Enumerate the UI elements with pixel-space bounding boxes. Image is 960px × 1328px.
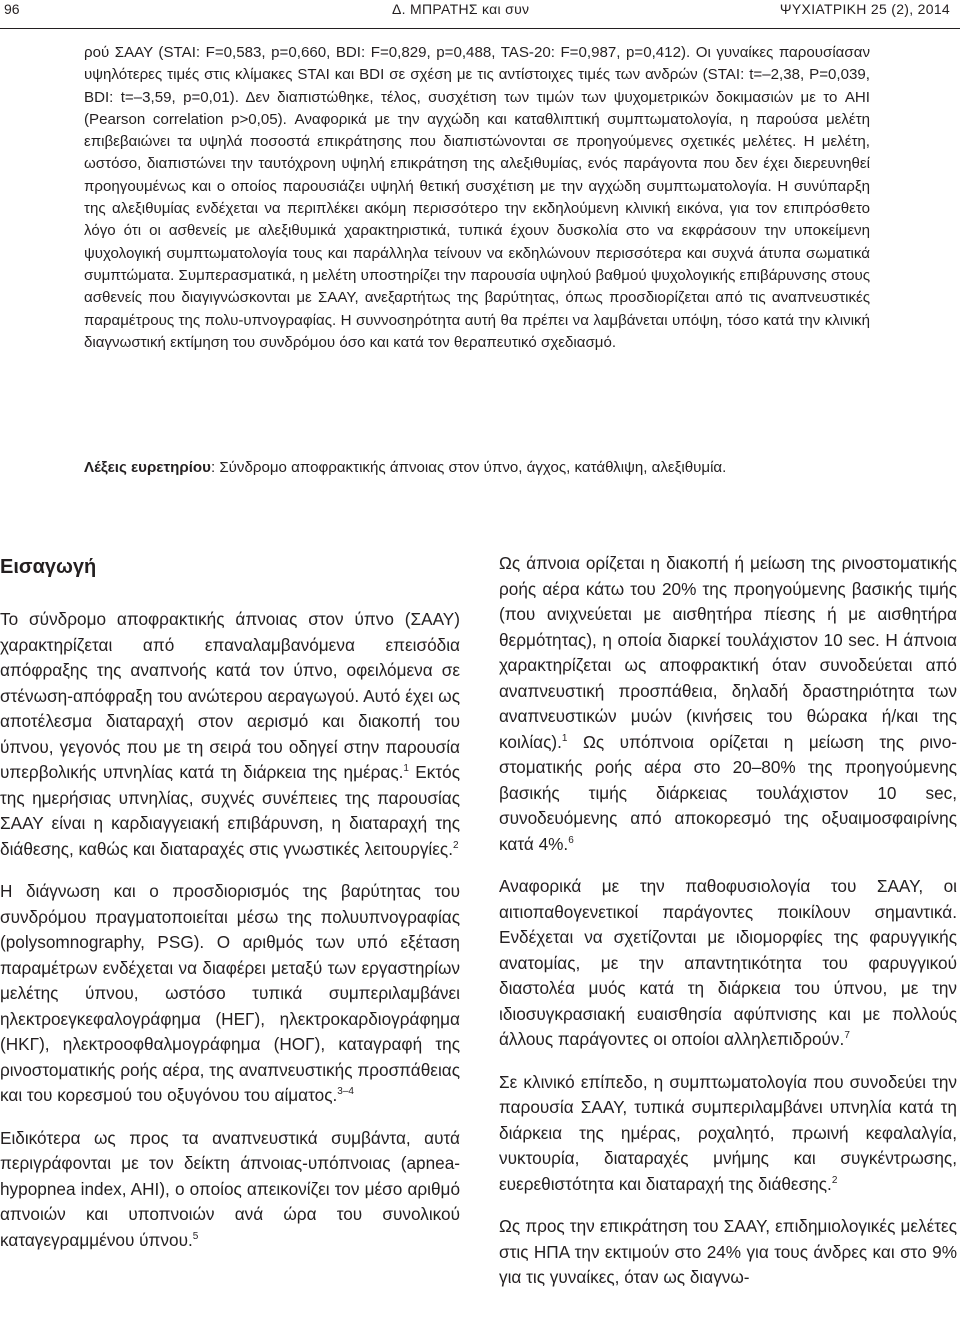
keywords-text: : Σύνδρομο αποφρακτικής άπνοιας στον ύπνο, άγχος, κατάθλιψη, αλεξιθυμία.: [210, 459, 727, 476]
paragraph-text: Αναφορικά με την παθοφυσιολογία του ΣΑΑΥ, οι αιτιοπαθογενετικοί παράγοντες ποικίλουν σημαντικά. Ενδέχεται να σχετίζονται με ιδιομορφίες της φαρυγγικής ανατομίας, με την απαντητικότητα του φαρυγγικού διαστολέα μυός κατά τη διάρκεια του ύπνου, με την ιδιοσυγκρασιακή ευαισθησία αφύπνισης και με πολλούς άλλους παράγοντες οι οποίοι αλληλεπιδρούν.: [499, 876, 957, 1049]
paragraph-text: Το σύνδρομο αποφρακτικής άπνοιας στον ύπνο (ΣΑΑΥ) χαρακτηρίζεται από επαναλαμβανόμενα επεισόδια απόφραξης της αναπνοής κατά τον ύπνο, οφειλόμενα σε στένωση-απόφραξη του ανώτερου αεραγωγού. Αυτό έχει ως αποτέλεσμα διαταραχή στον αερισμό και διακοπή του ύπνου, γεγονός που με τη σειρά του οδηγεί στην παρουσία υπερβολικής υπνηλίας κατά τη διάρκεια της ημέρας.: [0, 609, 460, 782]
reference-marker: 5: [192, 1230, 199, 1242]
paragraph: [0, 1126, 460, 1254]
abstract-text: ρού ΣΑΑΥ (STAI: F=0,583, p=0,660, BDI: F=0,829, p=0,488, TAS-20: F=0,987, p=0,412). Οι γυναίκες παρουσίασαν υψηλότερες τιμές στις κλίμακες STAI και BDI σε σχέση με τις αντίστοιχες τιμές των ανδρών (STAI: t=–2,38, P=0,039, BDI: t=–3,59, p=0,01). Δεν διαπιστώθηκε, τέλος, συσχέτιση των τιμών των ψυχομετρικών δοκιμασιών με το AHI (Pearson correlation p>0,05). Αναφορικά με την αγχώδη και καταθλιπτική συμπτωματολογία, η παρούσα μελέτη επιβεβαιώνει τα υψηλά ποσοστά επικράτησης που διαπιστώνονται σε προηγούμενες σχετικές μελέτες. Η μελέτη, ωστόσο, διαπιστώνει την ταυτόχρονη υψηλή επικράτηση της αλεξιθυμίας, ενός παράγοντα που δεν έχει διερευνηθεί προηγουμένως και ο οποίος παρουσιάζει υψηλή θετική συσχέτιση με την αγχώδη συμπτωματολογία. Η συνύπαρξη της αλεξιθυμίας ενδέχεται να περιπλέκει ακόμη περισσότερο την εκδηλούμενη κλινική εικόνα, για τον επιπρόσθετο λόγο ότι οι ασθενείς με αλεξιθυμικά χαρακτηριστικά, τυπικά έχουν δυσκολία στο να εκφράσουν την υποκείμενη ψυχολογική συμπτωματολογία τους και παράλληλα τείνουν να εκδηλώνουν περισσότερα και συχνά άτυπα σωματικά συμπτώματα. Συμπερασματικά, η μελέτη υποστηρίζει την παρουσία υψηλού βαθμού ψυχολογικής επιβάρυνσης στους ασθενείς που διαγιγνώσκονται με ΣΑΑΥ, ανεξαρτήτως της βαρύτητας, όπως προσδιορίζεται από τις αναπνευστικές παραμέτρους της πολυ-υπνογραφίας. Η συννοσηρότητα αυτή θα πρέπει να λαμβάνεται υπόψη, τόσο κατά την κλινική διαγνωστική εκτίμηση του συνδρόμου όσο και κατά τον θεραπευτικό σχεδιασμό.: [84, 44, 870, 351]
paragraph-text: Ως προς την επικράτηση του ΣΑΑΥ, επιδημιολογικές μελέτες στις ΗΠΑ την εκτιμούν στο 24% για τους άνδρες και στο 9% για τις γυναίκες, όταν ως διαγνω-: [499, 1216, 957, 1287]
paragraph: [499, 874, 957, 1053]
abstract-block: [84, 42, 870, 354]
reference-marker: 1: [403, 763, 409, 774]
section-title-introduction: Εισαγωγή: [0, 556, 97, 578]
paragraph-text: Ως άπνοια ορίζεται η διακοπή ή μείωση της ρινοστοματικής ροής αέρα κάτω του 20% της προηγούμενης βασικής τιμής (που ανιχνεύεται με αισθητήρα πίεσης ή με αισθητήρα θερμότητας), η οποία διαρκεί τουλάχιστον 10 sec. Η άπνοια χαρακτηρίζεται ως αποφρακτική όταν συνοδεύεται από αναπνευστική προσπάθεια, δηλαδή δραστηριότητα των αναπνευστικών μυών (κινήσεις του θώρακα ή/και της κοιλίας).: [499, 553, 957, 752]
paragraph: [0, 879, 460, 1109]
paragraph-text: Ως υπόπνοια ορίζεται η μείωση της ρινο-στοματικής ροής αέρα στο 20–80% της προηγούμενης βασικής τιμής διάρκειας τουλάχιστον 10 sec, συνοδευόμενης από αποκορεσμό της οξυαιμοσφαιρίνης κατά 4%.: [499, 731, 957, 854]
header-rule: [0, 28, 960, 29]
paragraph-text: Η διάγνωση και ο προσδιορισμός της βαρύτητας του συνδρόμου πραγματοποιείται μέσω της πολυυπνογραφίας (polysomnography, PSG). Ο αριθμός των υπό εξέταση παραμέτρων ενδέχεται να διαφέρει μεταξύ των εργαστηρίων μελέτης ύπνου, ωστόσο τυπικά συμπεριλαμβάνει ηλεκτροεγκεφαλογράφημα (ΗΕΓ), ηλεκτροκαρδιογράφημα (ΗΚΓ), ηλεκτροοφθαλμογράφημα (ΗΟΓ), καταγραφή της ρινοστοματικής ροής αέρα, της αναπνευστικής προσπάθειας και του κορεσμού του οξυγόνου του αίματος.: [0, 881, 460, 1105]
reference-marker: 1: [561, 732, 568, 744]
paragraph-text: Σε κλινικό επίπεδο, η συμπτωματολογία που συνοδεύει την παρουσία ΣΑΑΥ, τυπικά συμπεριλαμβάνει υπνηλία κατά τη διάρκεια της ημέρας, ροχαλητό, πρωινή κεφαλαλγία, νυκτουρία, διαταραχές μνήμης και συγκέντρωσης, ευερεθιστότητα και διαταραχή της διάθεσης.: [499, 1071, 957, 1194]
reference-marker: 3–4: [337, 1086, 354, 1097]
keywords-line: [84, 457, 870, 479]
paragraph: [499, 551, 957, 857]
paragraph: [499, 1214, 957, 1291]
reference-marker: 2: [452, 839, 459, 851]
keywords-label: Λέξεις ευρετηρίου: [84, 459, 211, 476]
left-column: [0, 555, 460, 1253]
page-header: [0, 0, 960, 30]
reference-marker: 6: [568, 834, 574, 846]
right-column: [499, 551, 957, 1291]
paragraph-text: Ειδικότερα ως προς τα αναπνευστικά συμβάντα, αυτά περιγράφονται με τον δείκτη άπνοιας-υπόπνοιας (apnea-hypopnea index, AHI), ο οποίος απεικονίζει τον μέσο αριθμό απνοιών και υποπνοιών ανά ώρα του συνολικού καταγεγραμμένου ύπνου.: [0, 1127, 460, 1250]
running-authors: Δ. ΜΠΡΑΤΗΣ και συν: [392, 1, 530, 17]
reference-marker: 2: [831, 1174, 838, 1186]
paragraph: [0, 607, 460, 862]
paragraph-text: Εκτός της ημερήσιας υπνηλίας, συχνές συνέπειες της παρουσίας ΣΑΑΥ είναι η καρδιαγγειακή επιβάρυνση, η διαταραχή της διάθεσης, καθώς και διαταραχές στις γνωστικές λειτουργίες.: [0, 762, 460, 859]
journal-citation: ΨΥΧΙΑΤΡΙΚΗ 25 (2), 2014: [779, 1, 950, 17]
reference-marker: 7: [844, 1030, 850, 1041]
page-number: 96: [4, 1, 20, 17]
paragraph: [499, 1070, 957, 1198]
